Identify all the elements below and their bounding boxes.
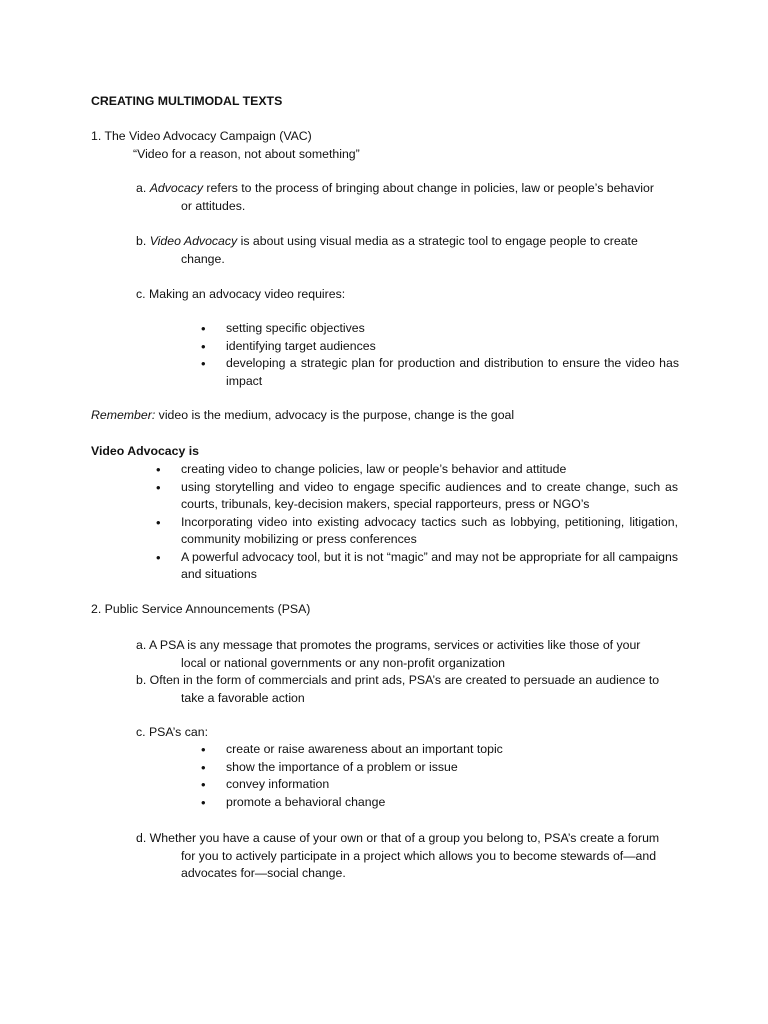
psa-can-list bbox=[201, 741, 679, 811]
item-a-text: refers to the process of bringing about change in policies, law or people’s behavior bbox=[203, 181, 654, 195]
section-2-heading: 2. Public Service Announcements (PSA) bbox=[91, 602, 311, 616]
document-title: CREATING MULTIMODAL TEXTS bbox=[91, 94, 283, 108]
list-item: • setting specific objectives bbox=[201, 320, 679, 338]
requirements-list bbox=[201, 320, 679, 390]
item-d-line-1: d. Whether you have a cause of your own or that of a group you belong to, PSA’s create a forum bbox=[136, 831, 660, 845]
video-advocacy-list bbox=[156, 461, 678, 584]
list-item: • convey information bbox=[201, 776, 679, 794]
item-b-term: Video Advocacy bbox=[149, 234, 238, 248]
item-b-prefix: b. bbox=[136, 234, 150, 248]
item-b-line-2: take a favorable action bbox=[181, 690, 305, 705]
item-a-term: Advocacy bbox=[149, 181, 203, 195]
list-item: • creating video to change policies, law or people’s behavior and attitude bbox=[156, 461, 678, 479]
item-b-line-1: b. Often in the form of commercials and print ads, PSA’s are created to persuade an audience to bbox=[136, 673, 660, 687]
section-2-item-d bbox=[136, 830, 686, 883]
item-b-text: is about using visual media as a strategic tool to engage people to create bbox=[237, 234, 638, 248]
list-item: • create or raise awareness about an important topic bbox=[201, 741, 679, 759]
list-item: • A powerful advocacy tool, but it is not “magic” and may not be appropriate for all campaigns and situations bbox=[156, 549, 678, 584]
item-b-line-2: change. bbox=[181, 251, 225, 266]
list-item: • identifying target audiences bbox=[201, 338, 679, 356]
remember-text: video is the medium, advocacy is the purpose, change is the goal bbox=[155, 408, 515, 422]
item-d-line-2: for you to actively participate in a project which allows you to become stewards of—and bbox=[181, 848, 657, 863]
section-1-item-a bbox=[136, 180, 686, 215]
section-1-heading: 1. The Video Advocacy Campaign (VAC) bbox=[91, 129, 312, 143]
section-2-item-a bbox=[136, 637, 686, 672]
item-b-line-1 bbox=[136, 233, 686, 251]
section-2-item-c: c. PSA’s can: bbox=[136, 725, 208, 739]
list-item: • promote a behavioral change bbox=[201, 794, 679, 812]
item-a-line-1: a. A PSA is any message that promotes the programs, services or activities like those of your bbox=[136, 638, 641, 652]
list-item: • Incorporating video into existing advocacy tactics such as lobbying, petitioning, litigation, community mobilizing or press conferences bbox=[156, 514, 678, 549]
section-1-quote: “Video for a reason, not about something” bbox=[133, 147, 360, 161]
video-advocacy-heading: Video Advocacy is bbox=[91, 444, 199, 458]
item-a-line-1 bbox=[136, 180, 686, 198]
list-item: • show the importance of a problem or issue bbox=[201, 759, 679, 777]
item-a-line-2: or attitudes. bbox=[181, 198, 246, 213]
remember-label: Remember: bbox=[91, 408, 156, 422]
section-2-item-b bbox=[136, 672, 686, 707]
list-item: • developing a strategic plan for production and distribution to ensure the video has impact bbox=[201, 355, 679, 390]
item-a-prefix: a. bbox=[136, 181, 150, 195]
item-d-line-3: advocates for—social change. bbox=[181, 866, 346, 880]
section-1-item-c: c. Making an advocacy video requires: bbox=[136, 287, 346, 301]
section-1-item-b bbox=[136, 233, 686, 268]
list-item: • using storytelling and video to engage specific audiences and to create change, such as courts, tribunals, key-decision makers, special rapporteurs, press or NGO’s bbox=[156, 479, 678, 514]
remember-note bbox=[91, 407, 514, 425]
item-a-line-2: local or national governments or any non-profit organization bbox=[181, 655, 506, 670]
